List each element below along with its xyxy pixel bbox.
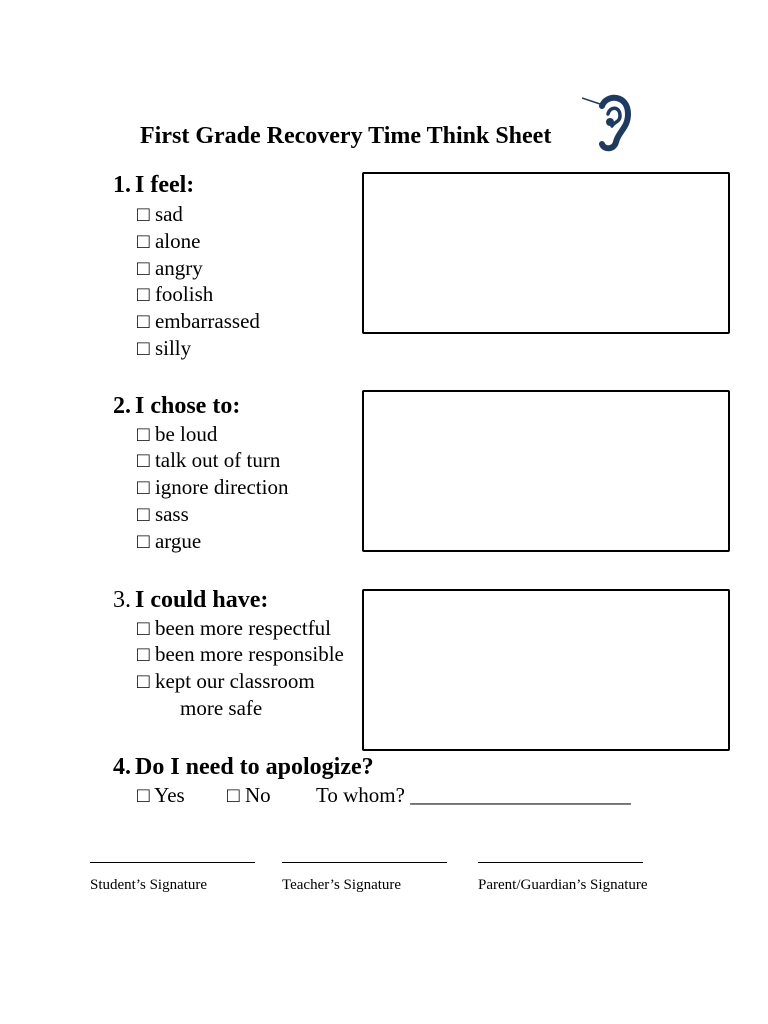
question-text: I feel: (135, 172, 195, 198)
question-text: Do I need to apologize? (135, 754, 374, 780)
checkbox-icon[interactable]: □ (137, 475, 150, 499)
question-text: I could have: (135, 587, 269, 613)
option-yes[interactable]: □ Yes (137, 783, 185, 807)
question-2 (113, 393, 240, 420)
teacher-signature-label: Teacher’s Signature (282, 877, 402, 893)
question-3 (113, 587, 268, 614)
checkbox-icon[interactable]: □ (137, 309, 150, 333)
parent-signature-label: Parent/Guardian’s Signature (478, 877, 648, 893)
checkbox-icon[interactable]: □ (137, 616, 150, 640)
drawing-box-1[interactable] (362, 172, 730, 334)
checkbox-icon[interactable]: □ (137, 336, 150, 360)
to-whom-blank[interactable]: _____________________ (410, 783, 631, 807)
option-no[interactable]: □ No (227, 783, 271, 807)
option-kept-classroom-safe[interactable]: □ kept our classroom (137, 669, 315, 693)
question-number: 1. (113, 172, 131, 198)
option-talk-out-of-turn[interactable]: □ talk out of turn (137, 448, 281, 472)
checkbox-icon[interactable]: □ (137, 783, 150, 807)
option-be-loud[interactable]: □ be loud (137, 422, 218, 446)
checkbox-icon[interactable]: □ (137, 502, 150, 526)
page-title: First Grade Recovery Time Think Sheet (140, 123, 552, 149)
checkbox-icon[interactable]: □ (137, 229, 150, 253)
option-foolish[interactable]: □ foolish (137, 282, 214, 306)
student-signature-label: Student’s Signature (90, 877, 208, 893)
checkbox-icon[interactable]: □ (137, 202, 150, 226)
drawing-box-2[interactable] (362, 390, 730, 552)
parent-signature-line[interactable] (478, 862, 643, 864)
option-angry[interactable]: □ angry (137, 256, 203, 280)
option-embarrassed[interactable]: □ embarrassed (137, 309, 260, 333)
option-sad[interactable]: □ sad (137, 202, 183, 226)
question-number: 4. (113, 754, 131, 780)
option-silly[interactable]: □ silly (137, 336, 192, 360)
ear-logo-icon (582, 92, 634, 152)
checkbox-icon[interactable]: □ (137, 422, 150, 446)
question-number: 3. (113, 587, 131, 613)
checkbox-icon[interactable]: □ (137, 282, 150, 306)
option-argue[interactable]: □ argue (137, 529, 202, 553)
teacher-signature-line[interactable] (282, 862, 447, 864)
student-signature-line[interactable] (90, 862, 255, 864)
to-whom-label: To whom? (316, 783, 405, 807)
option-been-more-respectful[interactable]: □ been more respectful (137, 616, 332, 640)
checkbox-icon[interactable]: □ (137, 642, 150, 666)
checkbox-icon[interactable]: □ (137, 448, 150, 472)
option-alone[interactable]: □ alone (137, 229, 201, 253)
option-been-more-responsible[interactable]: □ been more responsible (137, 642, 344, 666)
drawing-box-3[interactable] (362, 589, 730, 751)
question-1 (113, 172, 194, 199)
to-whom-field[interactable] (316, 782, 631, 808)
checkbox-icon[interactable]: □ (137, 529, 150, 553)
checkbox-icon[interactable]: □ (137, 256, 150, 280)
question-number: 2. (113, 393, 131, 419)
option-ignore-direction[interactable]: □ ignore direction (137, 475, 289, 499)
question-4 (113, 754, 374, 781)
checkbox-icon[interactable]: □ (227, 783, 240, 807)
option-continuation: more safe (180, 696, 263, 720)
question-text: I chose to: (135, 393, 241, 419)
checkbox-icon[interactable]: □ (137, 669, 150, 693)
option-sass[interactable]: □ sass (137, 502, 189, 526)
